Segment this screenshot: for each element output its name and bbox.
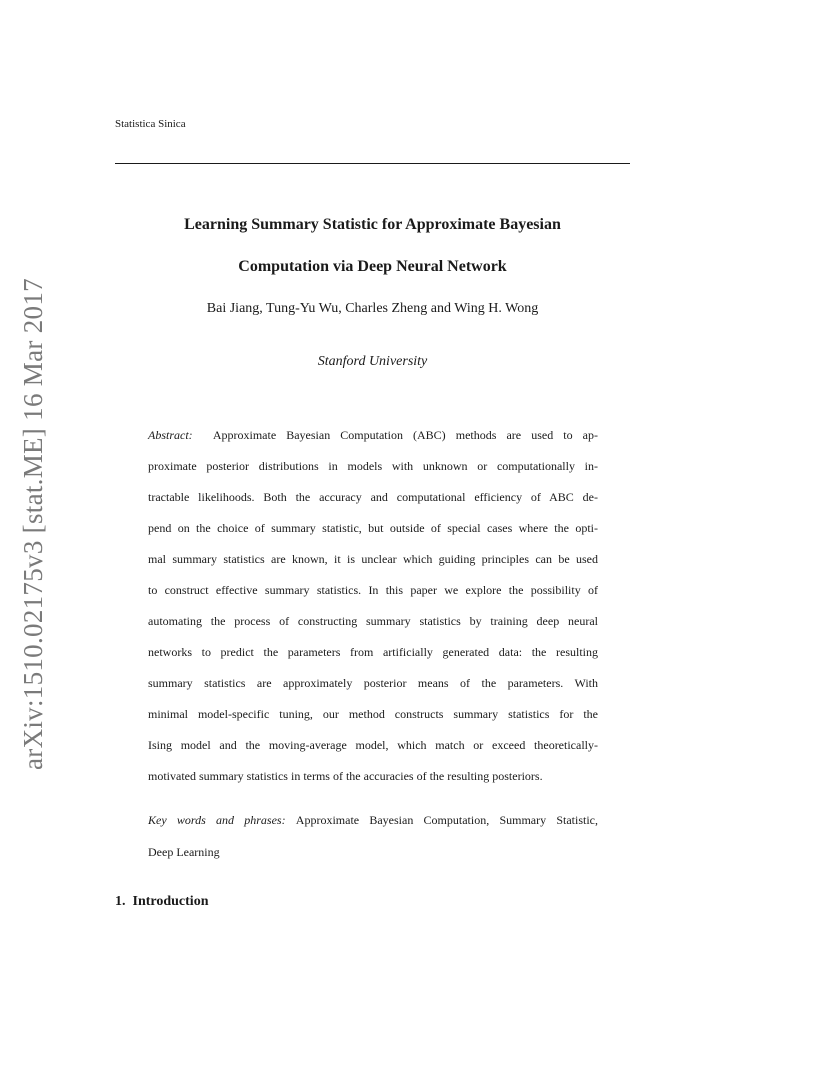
abstract-line: pend on the choice of summary statistic, but outside of special cases where the opti- (148, 521, 598, 535)
journal-name: Statistica Sinica (115, 118, 186, 130)
abstract-line: tractable likelihoods. Both the accuracy and computational efficiency of ABC de- (148, 490, 598, 504)
keywords-line: Deep Learning (148, 845, 220, 859)
paper-title (115, 204, 630, 288)
abstract (148, 420, 598, 792)
keywords-label: Key words and phrases: (148, 813, 286, 827)
arxiv-stamp-text: arXiv:1510.02175v3 [stat.ME] 16 Mar 2017 (18, 278, 48, 770)
abstract-line: to construct effective summary statistics. In this paper we explore the possibility of (148, 583, 598, 597)
abstract-line: Abstract: Approximate Bayesian Computation (ABC) methods are used to ap- (148, 428, 599, 442)
header-rule (115, 163, 630, 164)
title-line-1: Learning Summary Statistic for Approximate Bayesian (184, 216, 561, 233)
abstract-line: Ising model and the moving-average model, which match or exceed theoretically- (148, 738, 598, 752)
abstract-line: motivated summary statistics in terms of the accuracies of the resulting posteriors. (148, 769, 543, 783)
abstract-line: mal summary statistics are known, it is unclear which guiding principles can be used (148, 552, 598, 566)
affiliation: Stanford University (317, 354, 428, 369)
keywords-line: Key words and phrases: Approximate Bayesian Computation, Summary Statistic, (148, 813, 598, 827)
keywords (148, 804, 598, 868)
abstract-label: Abstract: (148, 428, 193, 442)
abstract-line: summary statistics are approximately posterior means of the parameters. With (148, 676, 598, 690)
section-number: 1. (115, 894, 126, 909)
section-title: Introduction (132, 894, 209, 909)
author-list: Bai Jiang, Tung-Yu Wu, Charles Zheng and Wing H. Wong (206, 301, 539, 316)
abstract-line: minimal model-specific tuning, our method constructs summary statistics for the (148, 707, 598, 721)
abstract-line: automating the process of constructing summary statistics by training deep neural (148, 614, 598, 628)
abstract-line: proximate posterior distributions in models with unknown or computationally in- (148, 459, 598, 473)
title-line-2: Computation via Deep Neural Network (238, 258, 507, 275)
abstract-line: networks to predict the parameters from artificially generated data: the resulting (148, 645, 598, 659)
section-heading (115, 894, 208, 910)
